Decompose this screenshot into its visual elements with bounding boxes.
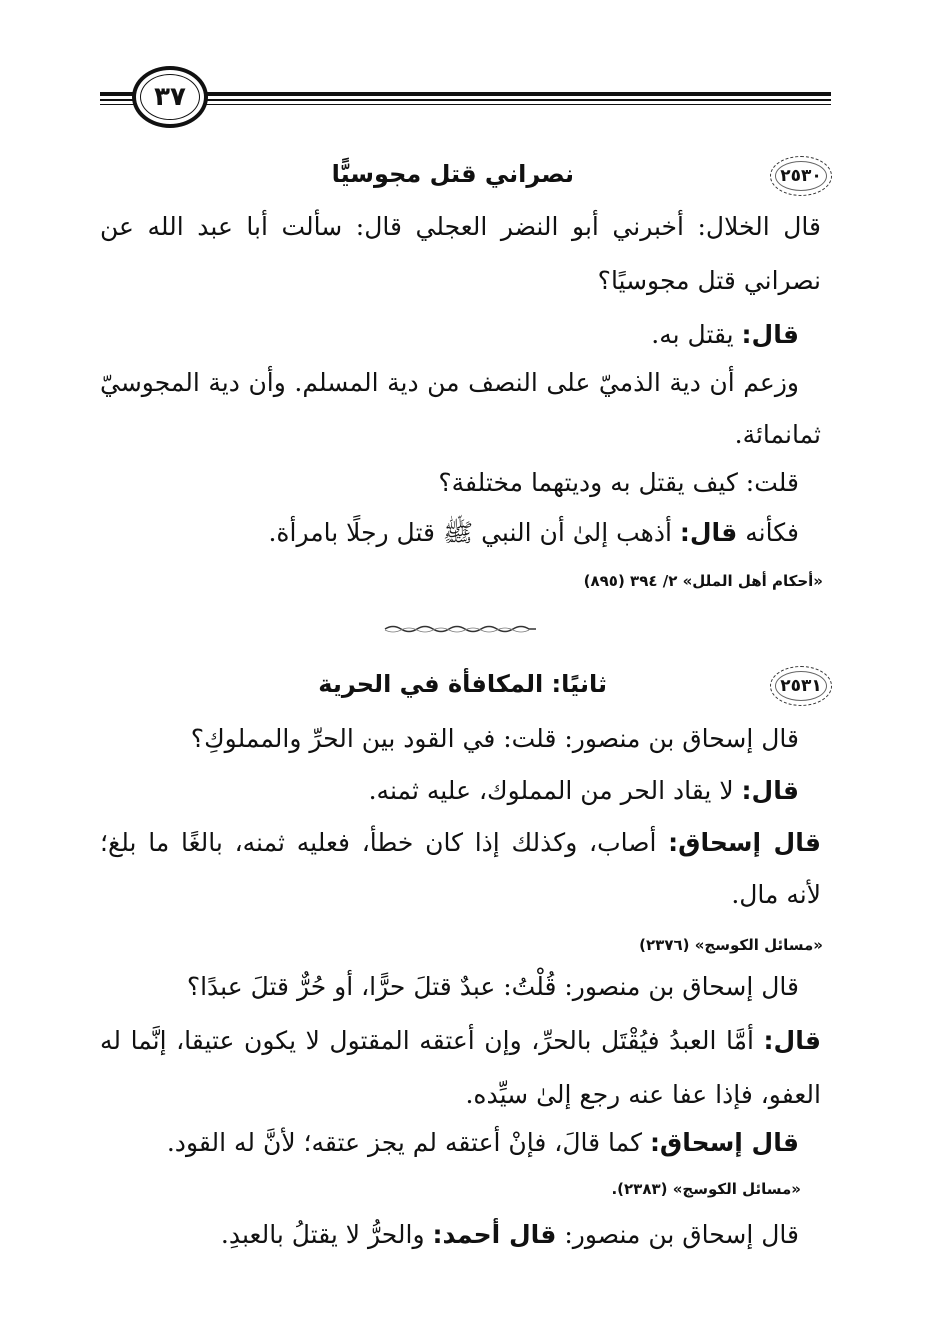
section-title: ثانيًا: المكافأة في الحرية	[318, 670, 607, 698]
source-citation: «مسائل الكوسج» (٢٣٧٦)	[639, 936, 823, 954]
entry-number-badge	[770, 156, 832, 196]
text-line: العفو، فإذا عفا عنه رجع إلىٰ سيِّده.	[465, 1080, 821, 1109]
speaker-label: قال إسحاق:	[668, 828, 821, 857]
text-fragment: والحرُّ لا يقتلُ بالعبدِ.	[220, 1220, 433, 1249]
text-line: لأنه مال.	[731, 880, 821, 909]
page-number: ٣٧	[154, 82, 186, 112]
text-fragment: كما قالَ، فإنْ أعتقه لم يجز عتقه؛ لأنَّ له القود.	[166, 1128, 650, 1157]
page-number-ring	[132, 66, 208, 128]
speaker-label: قال:	[741, 776, 799, 805]
text-line	[100, 776, 799, 806]
text-fragment: قال إسحاق بن منصور:	[556, 1220, 799, 1249]
text-line	[100, 828, 821, 858]
text-line: قلت: كيف يقتل به وديتهما مختلفة؟	[438, 468, 799, 497]
source-citation: «مسائل الكوسج» (٢٣٨٣).	[611, 1180, 801, 1198]
speaker-label: قال:	[763, 1026, 821, 1055]
text-line	[100, 1026, 821, 1056]
ornament-divider-icon	[383, 624, 538, 634]
text-fragment: يقتل به.	[651, 320, 742, 349]
header-rule	[100, 99, 831, 101]
text-line: ثمانمائة.	[734, 420, 821, 449]
text-line	[100, 1220, 799, 1250]
text-line: نصراني قتل مجوسيًا؟	[597, 266, 821, 295]
header-rule	[100, 92, 831, 96]
text-line: قال إسحاق بن منصور: قُلْتُ: عبدٌ قتلَ حرًّا، أو حُرٌّ قتلَ عبدًا؟	[186, 972, 799, 1001]
text-fragment: أصاب، وكذلك إذا كان خطأ، فعليه ثمنه، بالغًا ما بلغ؛	[100, 828, 669, 857]
text-fragment: لا يقاد الحر من المملوك، عليه ثمنه.	[368, 776, 742, 805]
speaker-label: قال:	[679, 518, 738, 547]
section-title: نصراني قتل مجوسيًّا	[331, 160, 574, 188]
text-fragment: فكأنه	[737, 518, 799, 547]
entry-number-badge	[770, 666, 832, 706]
source-citation: «أحكام أهل الملل» ٢/ ٣٩٤ (٨٩٥)	[583, 572, 823, 590]
text-line	[100, 320, 799, 350]
entry-number: ٢٥٣٠	[780, 166, 822, 186]
speaker-label: قال أحمد:	[432, 1220, 557, 1249]
text-fragment: أمَّا العبدُ فيُقْتَل بالحرِّ، وإن أعتقه المقتول لا يكون عتيقا، إنَّما له	[100, 1026, 764, 1055]
text-line: قال إسحاق بن منصور: قلت: في القود بين الحرِّ والمملوكِ؟	[190, 724, 799, 753]
speaker-label: قال:	[741, 320, 799, 349]
header-rule	[100, 104, 831, 105]
text-line: قال الخلال: أخبرني أبو النضر العجلي قال: سألت أبا عبد الله عن	[100, 212, 821, 241]
text-fragment: أذهب إلىٰ أن النبي ﷺ قتل رجلًا بامرأة.	[268, 518, 680, 547]
text-line: وزعم أن دية الذميّ على النصف من دية المسلم. وأن دية المجوسيّ	[100, 368, 799, 397]
speaker-label: قال إسحاق:	[649, 1128, 799, 1157]
text-line	[100, 518, 799, 548]
text-line	[100, 1128, 799, 1158]
entry-number: ٢٥٣١	[780, 676, 822, 696]
